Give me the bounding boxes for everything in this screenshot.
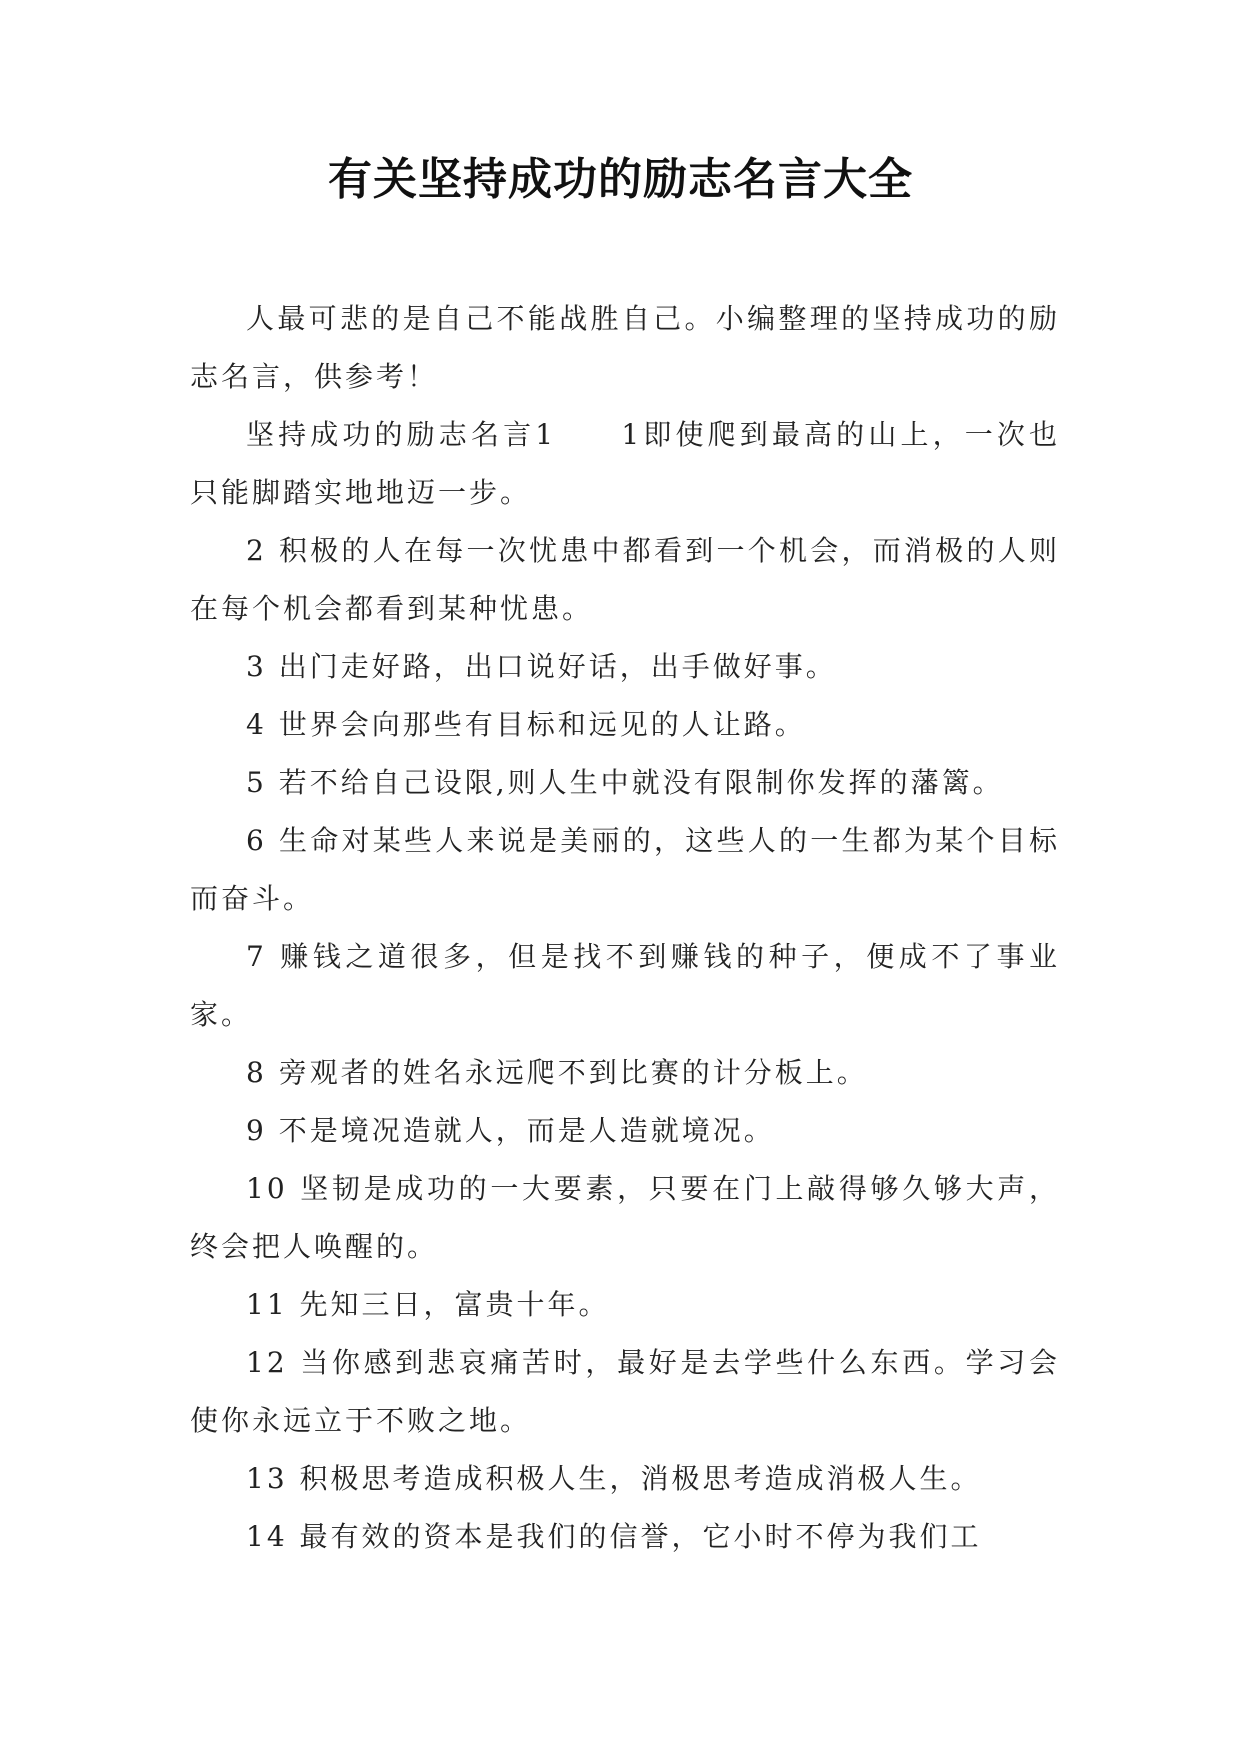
quote-paragraph-4: 4 世界会向那些有目标和远见的人让路。 [246,708,806,741]
document-body [190,290,1060,1566]
quote-paragraph-7: 7 赚钱之道很多，但是找不到赚钱的种子，便成不了事业家。 [190,940,1060,1031]
quote-paragraph-1: 坚持成功的励志名言1 1即使爬到最高的山上，一次也只能脚踏实地地迈一步。 [190,418,1060,509]
document-title: 有关坚持成功的励志名言大全 [328,154,913,205]
quote-paragraph-13: 13 积极思考造成积极人生，消极思考造成消极人生。 [246,1462,982,1495]
quote-paragraph-3: 3 出门走好路，出口说好话，出手做好事。 [246,650,837,683]
quote-paragraph-10: 10 坚韧是成功的一大要素，只要在门上敲得够久够大声，终会把人唤醒的。 [190,1172,1060,1263]
quote-paragraph-12: 12 当你感到悲哀痛苦时，最好是去学些什么东西。学习会使你永远立于不败之地。 [190,1346,1060,1437]
intro-paragraph: 人最可悲的是自己不能战胜自己。小编整理的坚持成功的励志名言，供参考！ [190,302,1060,393]
quote-paragraph-2: 2 积极的人在每一次忧患中都看到一个机会，而消极的人则在每个机会都看到某种忧患。 [190,534,1060,625]
quote-paragraph-6: 6 生命对某些人来说是美丽的，这些人的一生都为某个目标而奋斗。 [190,824,1060,915]
quote-paragraph-9: 9 不是境况造就人，而是人造就境况。 [246,1114,775,1147]
quote-paragraph-11: 11 先知三日，富贵十年。 [246,1288,610,1321]
quote-paragraph-5: 5 若不给自己设限,则人生中就没有限制你发挥的藩篱。 [246,766,1004,799]
quote-paragraph-14: 14 最有效的资本是我们的信誉，它小时不停为我们工 [246,1520,982,1553]
quote-paragraph-8: 8 旁观者的姓名永远爬不到比赛的计分板上。 [246,1056,868,1089]
